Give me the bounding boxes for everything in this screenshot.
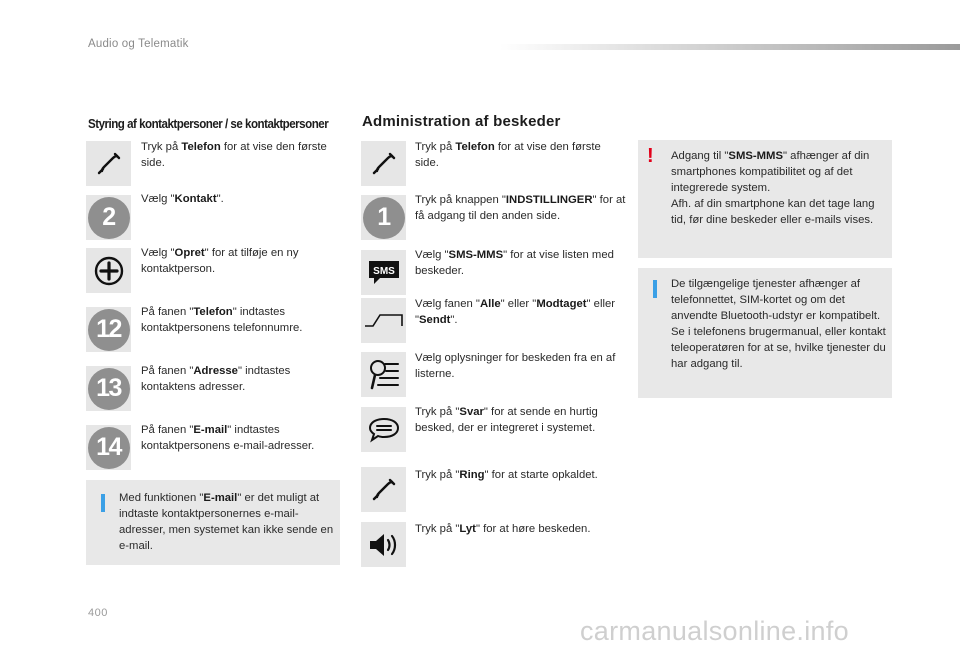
speaker-icon	[361, 522, 406, 567]
left-row-text: Vælg "Kontakt".	[141, 193, 224, 205]
message-options-icon	[361, 352, 406, 397]
tab-folder-icon	[361, 298, 406, 343]
number-circle	[88, 427, 130, 469]
middle-row-text: Vælg oplysninger for beskeden fra en af listerne.	[415, 352, 616, 380]
left-row-text: Vælg "Opret" for at tilføje en ny kontaktperson.	[141, 247, 299, 275]
middle-row-text: Tryk på Telefon for at vise den første side.	[415, 141, 601, 169]
left-info-note	[86, 480, 340, 565]
left-row-text: På fanen "Telefon" indtastes kontaktpersonens telefonnumre.	[141, 306, 303, 334]
phone-handset-icon	[361, 141, 406, 186]
note-text: Med funktionen "E-mail" er det muligt at indtaste kontaktpersonernes e-mail-adresser, men systemet kan ikke sende en e-mail.	[119, 492, 334, 552]
middle-row-text: Vælg "SMS-MMS" for at vise listen med beskeder.	[415, 249, 614, 277]
step-number: 12	[96, 315, 121, 343]
step-number-badge	[361, 195, 406, 240]
left-row-text: På fanen "E-mail" indtastes kontaktpersonens e-mail-adresser.	[141, 424, 315, 452]
number-circle	[363, 197, 405, 239]
step-number-badge	[86, 425, 131, 470]
page-number: 400	[88, 607, 108, 619]
middle-row-text: Tryk på "Svar" for at sende en hurtig besked, der er integreret i systemet.	[415, 406, 598, 434]
header-gradient-bar	[500, 44, 960, 50]
header-title: Audio og Telematik	[88, 38, 189, 50]
phone-handset-icon	[361, 467, 406, 512]
left-section-title: Styring af kontaktpersoner / se kontaktpersoner	[88, 117, 329, 131]
sms-icon	[361, 250, 406, 295]
step-number-badge	[86, 307, 131, 352]
middle-row-text: Tryk på knappen "INDSTILLINGER" for at få adgang til den anden side.	[415, 194, 626, 222]
step-number: 14	[96, 433, 121, 461]
left-row-text: På fanen "Adresse" indtastes kontaktens adresser.	[141, 365, 291, 393]
right-warning-note	[638, 140, 892, 258]
step-number: 2	[102, 203, 115, 231]
warning-text: Adgang til "SMS-MMS" afhænger af din smartphones kompatibilitet og af det integrerede system. Afh. af din smartphone kan det tage lang tid, før dine beskeder eller e-mails vises.	[671, 150, 875, 226]
sms-icon-label: SMS	[372, 265, 395, 277]
reply-bubble-icon	[361, 407, 406, 452]
info-mark-icon	[101, 494, 105, 512]
middle-row-text: Vælg fanen "Alle" eller "Modtaget" eller "Sendt".	[415, 298, 616, 326]
middle-row-text: Tryk på "Ring" for at starte opkaldet.	[415, 469, 598, 481]
info-mark-icon	[653, 280, 657, 298]
middle-row-text: Tryk på "Lyt" for at høre beskeden.	[415, 523, 591, 535]
step-number: 1	[377, 203, 390, 231]
info-text: De tilgængelige tjenester afhænger af telefonnettet, SIM-kortet og om det anvendte Bluetooth-udstyr er kompatibelt. Se i telefonens brugermanual, eller kontakt teleoperatøren for at se, hvilke tjenester du har adgang til.	[671, 278, 886, 370]
phone-handset-icon	[86, 141, 131, 186]
number-circle	[88, 197, 130, 239]
right-info-note	[638, 268, 892, 398]
plus-circle-icon	[86, 248, 131, 293]
middle-section-title: Administration af beskeder	[362, 113, 561, 130]
number-circle	[88, 309, 130, 351]
step-number-badge	[86, 195, 131, 240]
number-circle	[88, 368, 130, 410]
watermark: carmanualsonline.info	[580, 616, 849, 646]
warning-mark-icon: !	[647, 145, 654, 167]
left-row-text: Tryk på Telefon for at vise den første side.	[141, 141, 327, 169]
step-number-badge	[86, 366, 131, 411]
step-number: 13	[96, 374, 121, 402]
